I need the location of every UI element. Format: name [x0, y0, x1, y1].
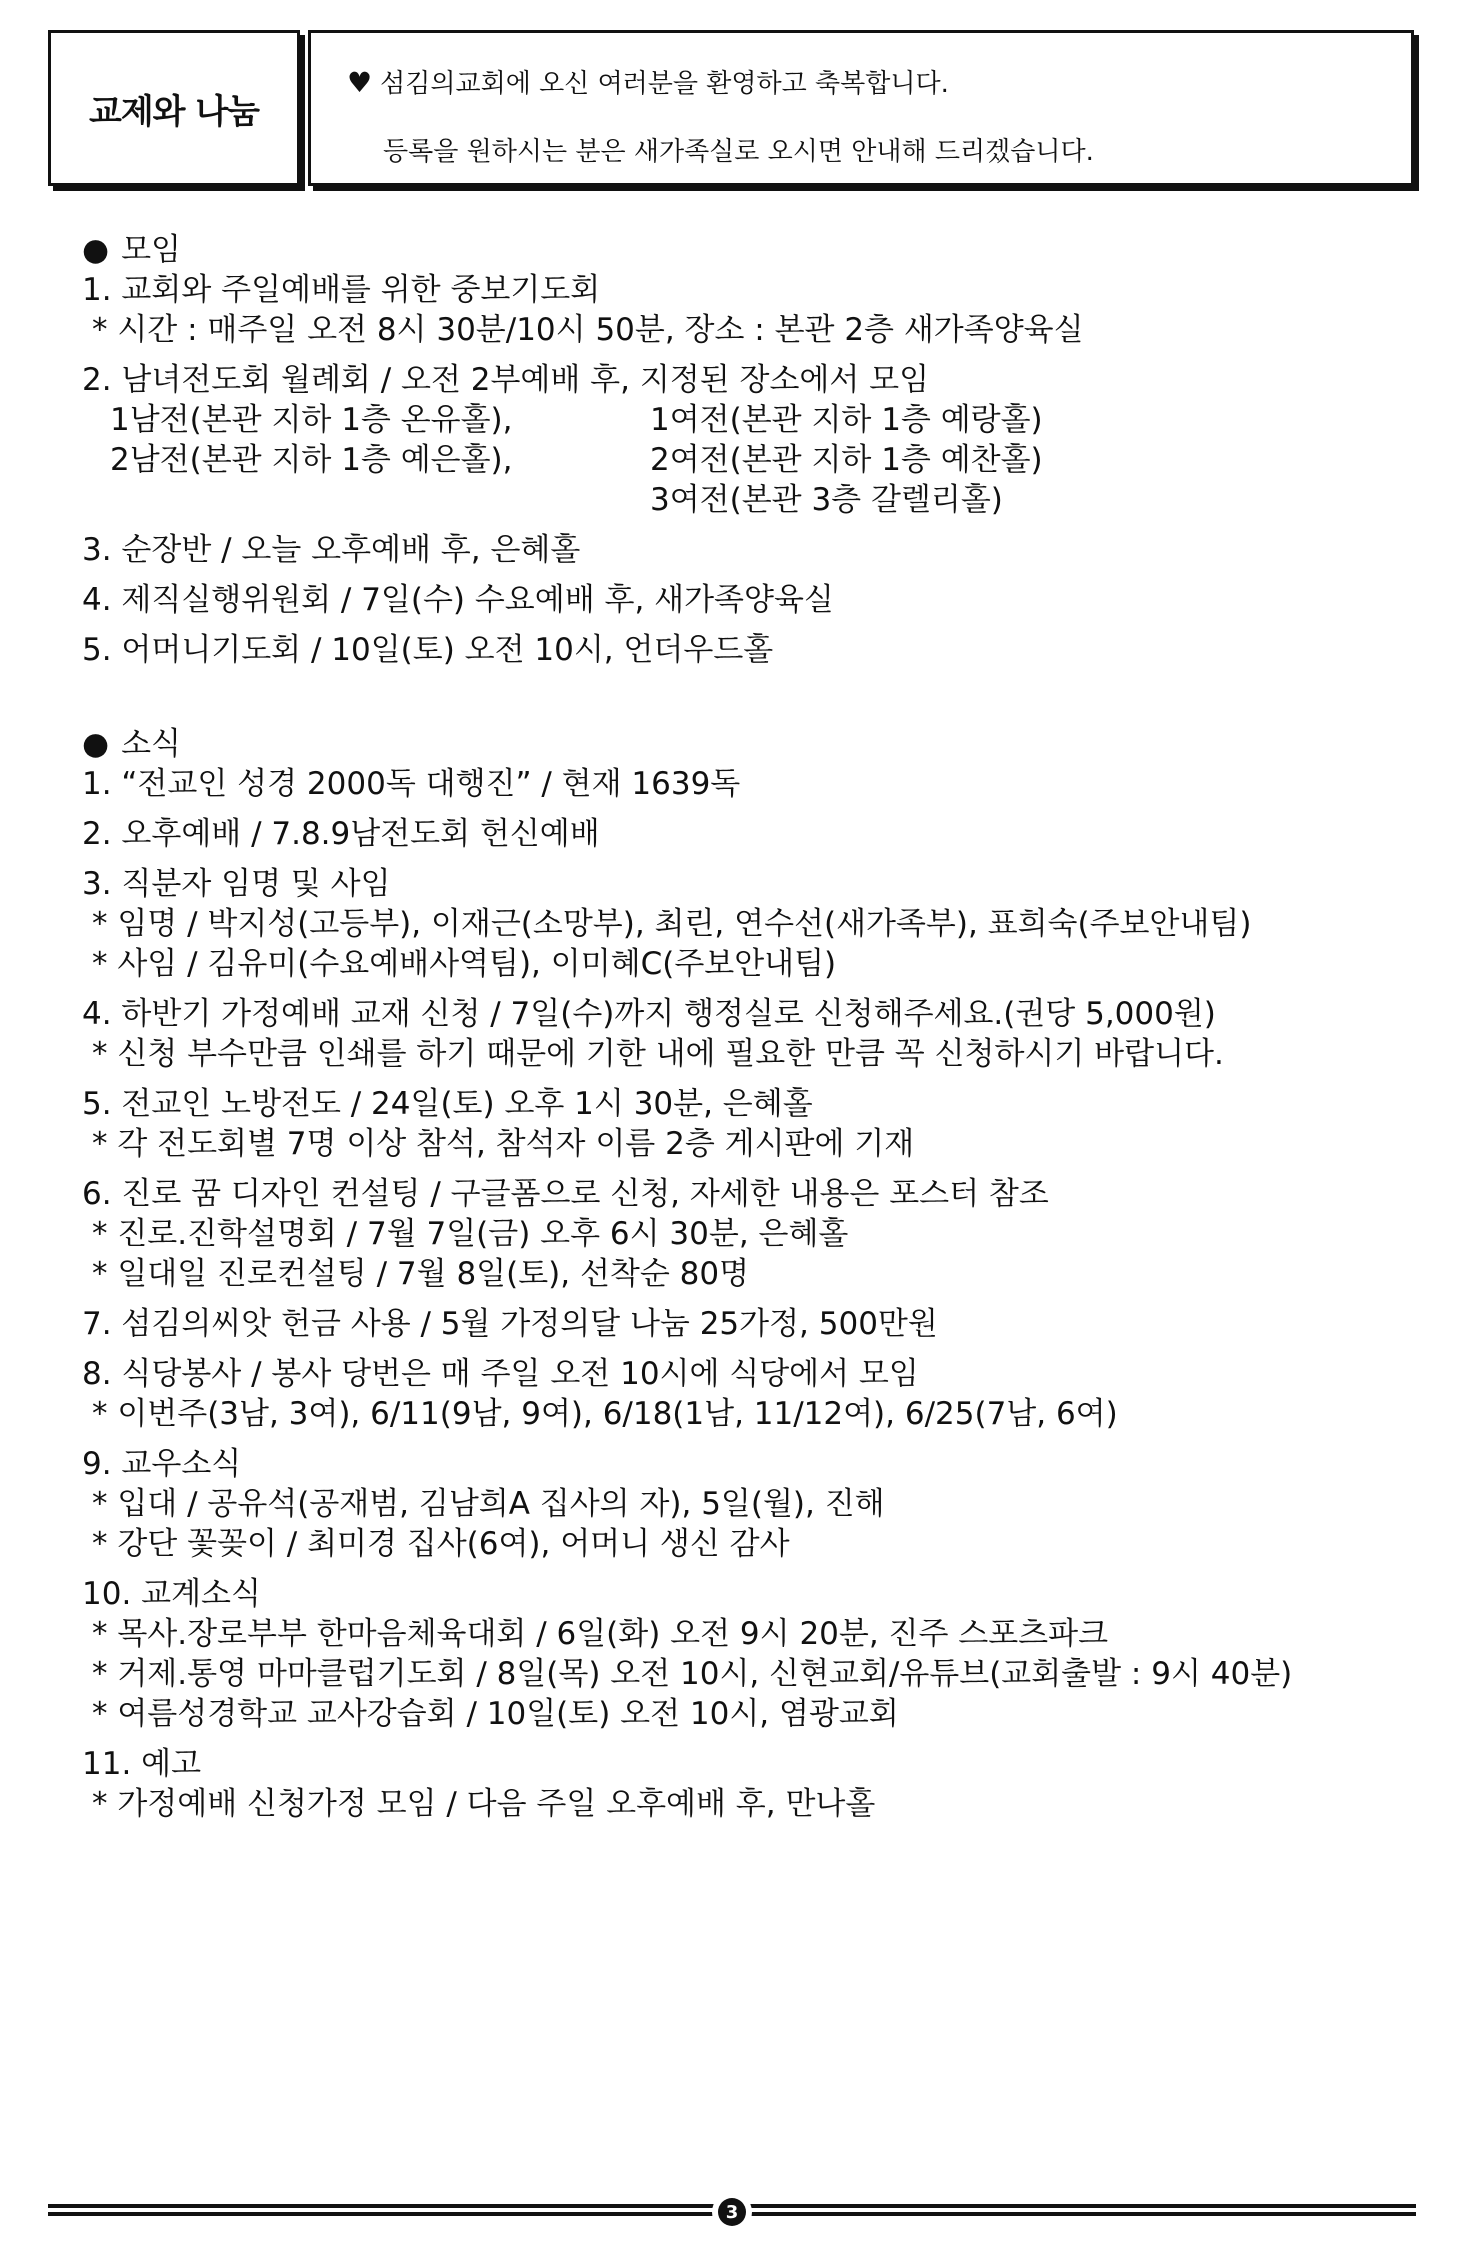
list-item-detail: * 강단 꽃꽂이 / 최미경 집사(6여), 어머니 생신 감사	[92, 1526, 790, 1562]
section-spacer	[82, 670, 1422, 724]
section-heading-meetings	[82, 230, 1422, 270]
list-item: 10. 교계소식	[82, 1576, 261, 1612]
list-item: 4. 제직실행위원회 / 7일(수) 수요예배 후, 새가족양육실	[82, 582, 834, 618]
grid-cell: 3여전(본관 3층 갈렐리홀)	[650, 482, 1003, 518]
list-item: 7. 섬김의씨앗 헌금 사용 / 5월 가정의달 나눔 25가정, 500만원	[82, 1306, 938, 1342]
list-item-detail: * 거제.통영 마마클럽기도회 / 8일(목) 오전 10시, 신현교회/유튜브(교회출발 : 9시 40분)	[92, 1656, 1293, 1692]
list-item-detail: * 사임 / 김유미(수요예배사역팀), 이미혜C(주보안내팀)	[92, 946, 837, 982]
list-item: 9. 교우소식	[82, 1446, 242, 1482]
page-title: 교제와 나눔	[88, 91, 260, 132]
list-item-detail: * 입대 / 공유석(공재범, 김남희A 집사의 자), 5일(월), 진해	[92, 1486, 885, 1522]
welcome-line-2: 등록을 원하시는 분은 새가족실로 오시면 안내해 드리겠습니다.	[383, 137, 1094, 167]
welcome-line-1	[347, 63, 949, 100]
list-item-detail: * 진로.진학설명회 / 7월 7일(금) 오후 6시 30분, 은혜홀	[92, 1216, 849, 1252]
page-footer	[48, 2198, 1416, 2226]
bullet-icon: ●	[82, 726, 110, 762]
list-item: 2. 남녀전도회 월례회 / 오전 2부예배 후, 지정된 장소에서 모임	[82, 362, 930, 398]
welcome-box	[308, 30, 1414, 186]
list-item: 3. 직분자 임명 및 사임	[82, 866, 391, 902]
list-item: 1. “전교인 성경 2000독 대행진” / 현재 1639독	[82, 766, 741, 802]
list-item-detail: * 여름성경학교 교사강습회 / 10일(토) 오전 10시, 염광교회	[92, 1696, 899, 1732]
grid-cell-empty	[110, 480, 650, 520]
list-item: 5. 전교인 노방전도 / 24일(토) 오후 1시 30분, 은혜홀	[82, 1086, 813, 1122]
group-location-grid	[82, 400, 1422, 520]
section-title-box	[48, 30, 300, 186]
section-heading-text: 모임	[121, 232, 181, 268]
grid-cell: 1여전(본관 지하 1층 예랑홀)	[650, 402, 1043, 438]
list-item-detail: * 각 전도회별 7명 이상 참석, 참석자 이름 2층 게시판에 기재	[92, 1126, 915, 1162]
bullet-icon: ●	[82, 232, 110, 268]
list-item: 8. 식당봉사 / 봉사 당번은 매 주일 오전 10시에 식당에서 모임	[82, 1356, 919, 1392]
list-item-detail: * 가정예배 신청가정 모임 / 다음 주일 오후예배 후, 만나홀	[92, 1786, 876, 1822]
list-item: 6. 진로 꿈 디자인 컨설팅 / 구글폼으로 신청, 자세한 내용은 포스터 참조	[82, 1176, 1049, 1212]
list-item-detail: * 목사.장로부부 한마음체육대회 / 6일(화) 오전 9시 20분, 진주 스포츠파크	[92, 1616, 1109, 1652]
list-item-detail: * 임명 / 박지성(고등부), 이재근(소망부), 최린, 연수선(새가족부), 표희숙(주보안내팀)	[92, 906, 1252, 942]
section-heading-text: 소식	[121, 726, 181, 762]
list-item-detail: * 일대일 진로컨설팅 / 7월 8일(토), 선착순 80명	[92, 1256, 750, 1292]
grid-cell: 2남전(본관 지하 1층 예은홀),	[110, 442, 513, 478]
heart-icon: ♥	[347, 66, 373, 99]
list-item: 1. 교회와 주일예배를 위한 중보기도회	[82, 272, 601, 308]
page-number-badge: 3	[718, 2198, 746, 2226]
welcome-text-1: 섬김의교회에 오신 여러분을 환영하고 축복합니다.	[380, 69, 949, 99]
list-item-detail: * 이번주(3남, 3여), 6/11(9남, 9여), 6/18(1남, 11/12여), 6/25(7남, 6여)	[92, 1396, 1118, 1432]
list-item: 4. 하반기 가정예배 교재 신청 / 7일(수)까지 행정실로 신청해주세요.(권당 5,000원)	[82, 996, 1216, 1032]
grid-cell: 2여전(본관 지하 1층 예찬홀)	[650, 442, 1043, 478]
list-item: 2. 오후예배 / 7.8.9남전도회 헌신예배	[82, 816, 600, 852]
bulletin-content	[82, 230, 1422, 1824]
list-item-detail: * 신청 부수만큼 인쇄를 하기 때문에 기한 내에 필요한 만큼 꼭 신청하시기 바랍니다.	[92, 1036, 1224, 1072]
section-heading-news	[82, 724, 1422, 764]
list-item: 5. 어머니기도회 / 10일(토) 오전 10시, 언더우드홀	[82, 632, 774, 668]
grid-cell: 1남전(본관 지하 1층 온유홀),	[110, 402, 513, 438]
list-item: 3. 순장반 / 오늘 오후예배 후, 은혜홀	[82, 532, 581, 568]
list-item-detail: * 시간 : 매주일 오전 8시 30분/10시 50분, 장소 : 본관 2층 새가족양육실	[92, 312, 1084, 348]
list-item: 11. 예고	[82, 1746, 202, 1782]
